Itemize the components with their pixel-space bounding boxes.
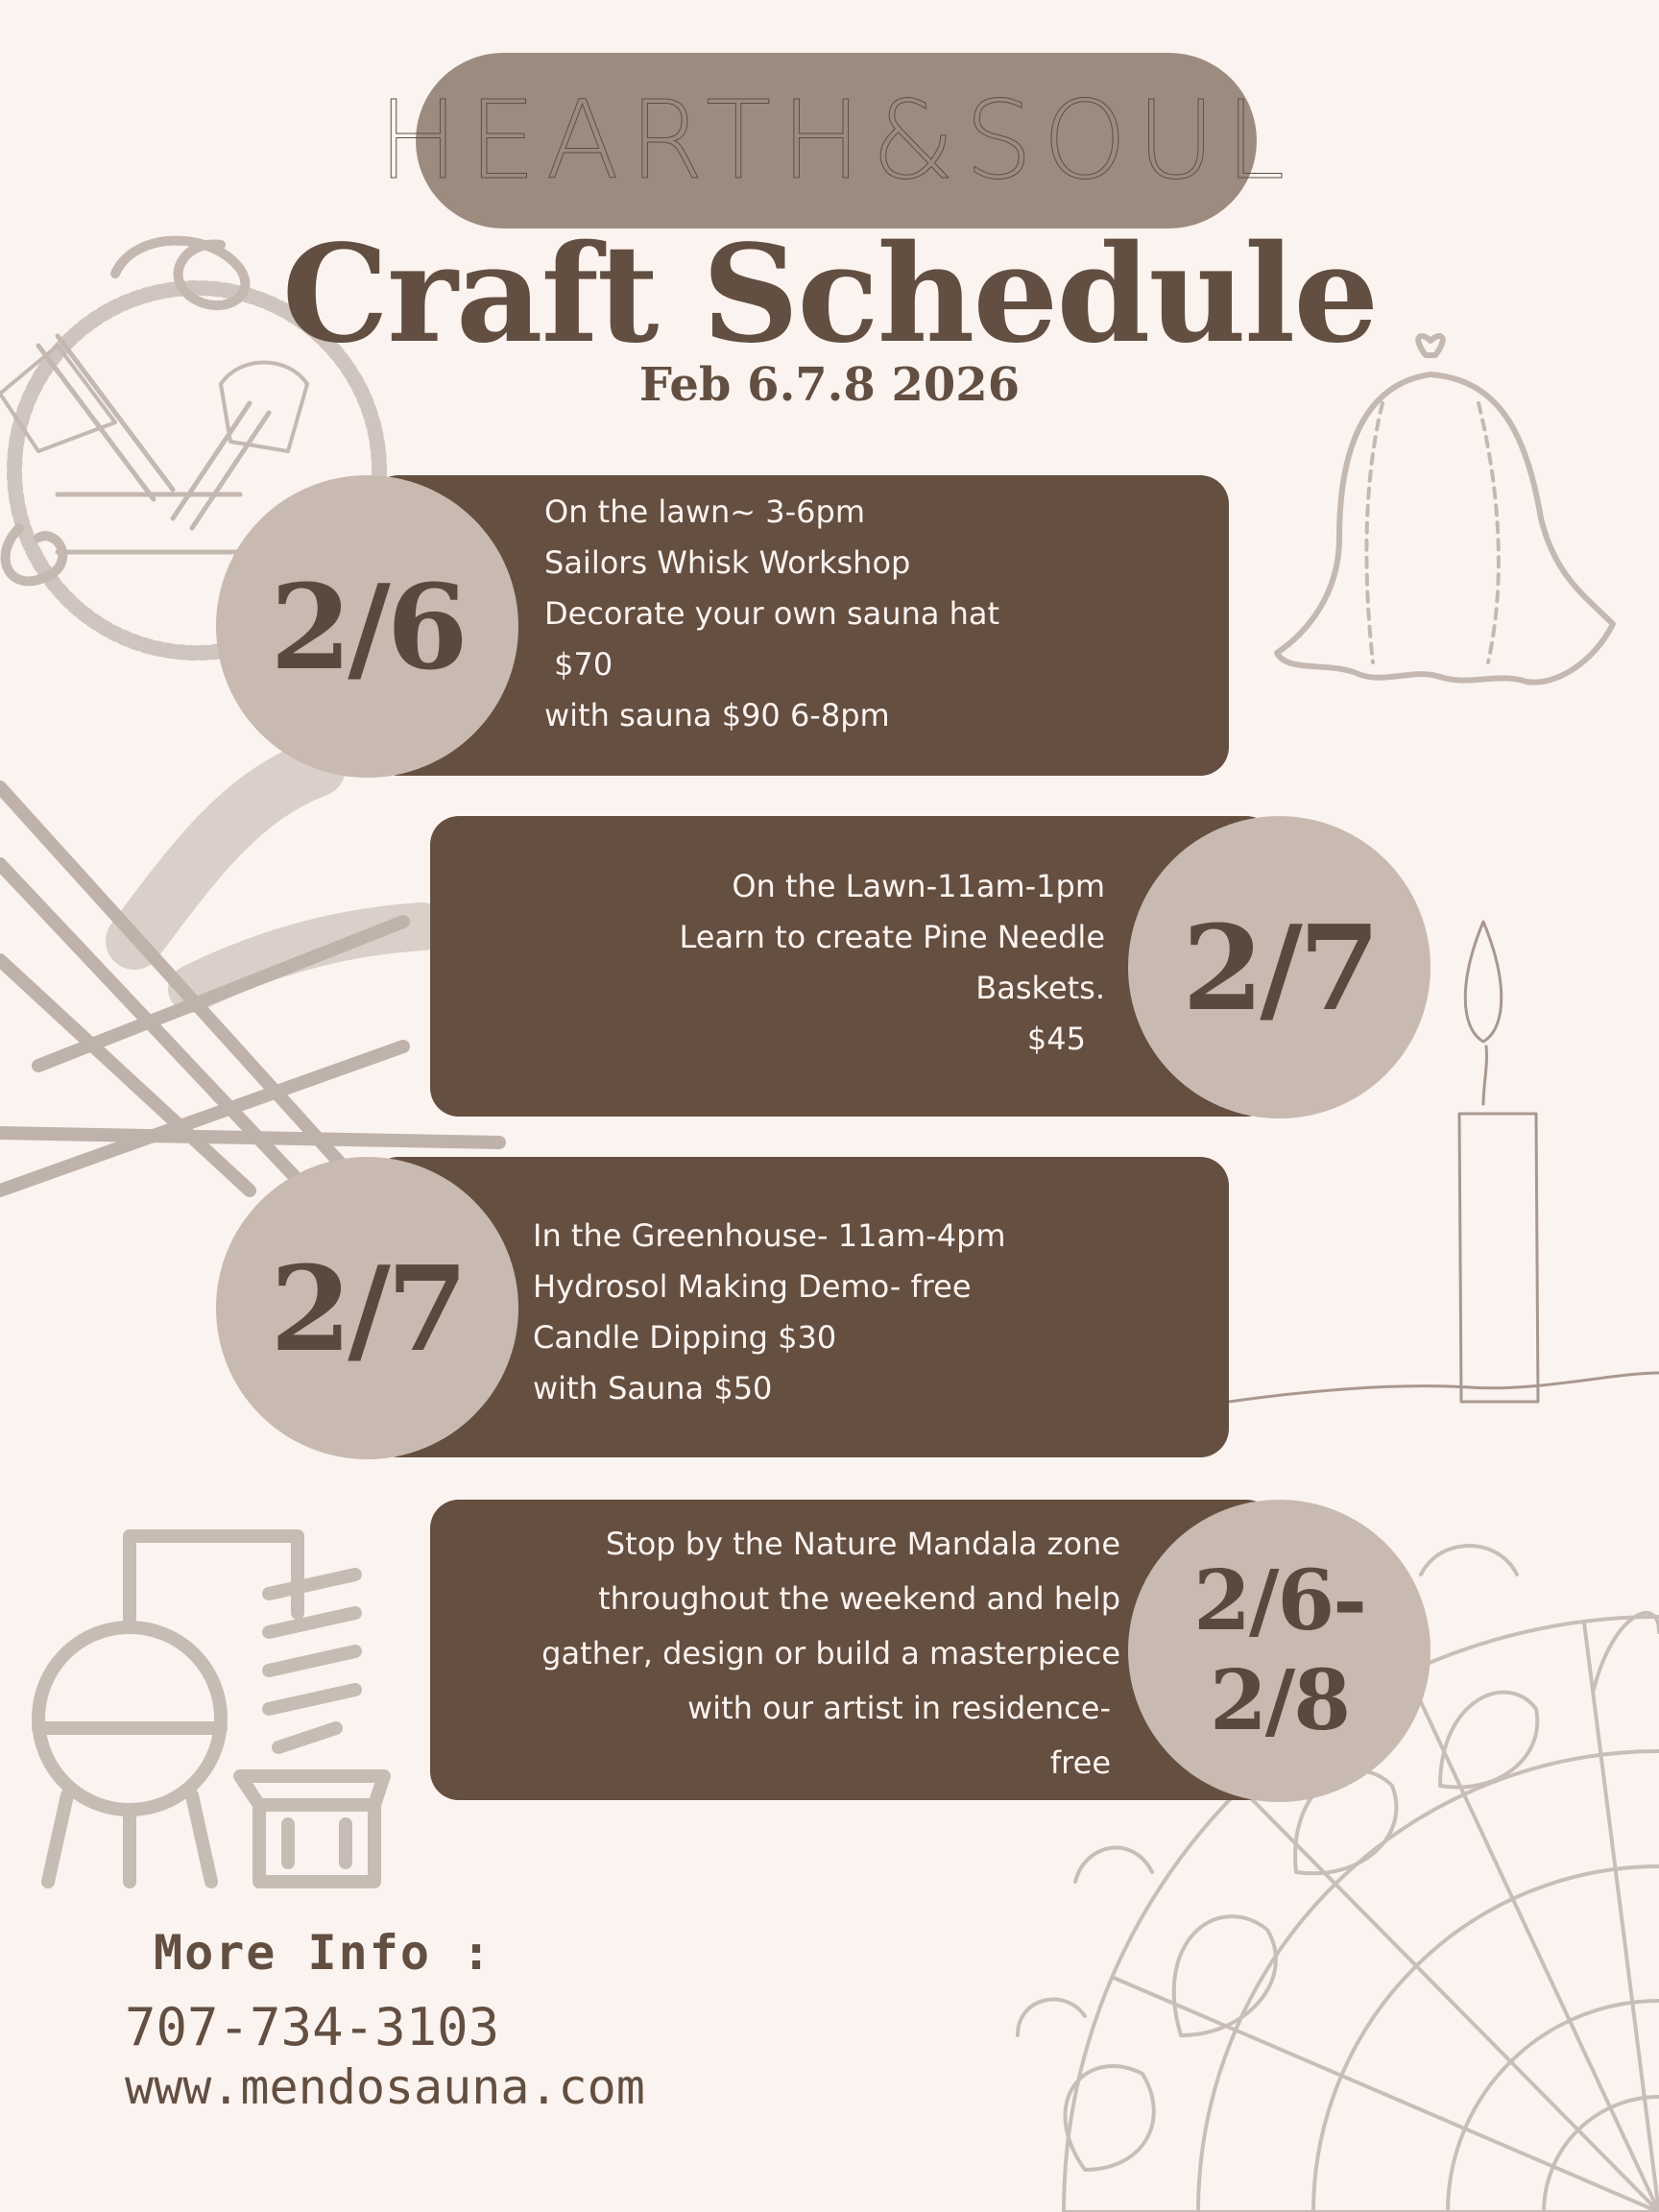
event-line: In the Greenhouse- 11am-4pm [533, 1217, 1006, 1254]
event-line: throughout the weekend and help [598, 1580, 1120, 1617]
event-date: 2/6 [270, 557, 465, 696]
event-line: On the lawn~ 3-6pm [544, 493, 866, 530]
event-date-end: 2/8 [1209, 1651, 1350, 1749]
event-line: gather, design or build a masterpiece [541, 1635, 1120, 1671]
page-title: Craft Schedule [281, 216, 1378, 373]
event-line: free [1049, 1744, 1111, 1781]
event-date: 2/7 [270, 1238, 465, 1378]
event-dates: Feb 6.7.8 2026 [638, 358, 1021, 412]
event-details [544, 487, 999, 741]
date-circle [1128, 816, 1431, 1118]
event-date: 2/7 [1182, 898, 1377, 1037]
event-line: $70 [544, 646, 613, 683]
event-line: Candle Dipping $30 [533, 1319, 837, 1356]
event-line: $45 [1026, 1021, 1086, 1057]
date-circle [216, 1157, 518, 1459]
phone-number[interactable]: 707-734-3103 [125, 1997, 500, 2057]
event-line: Learn to create Pine Needle [679, 919, 1105, 955]
event-line: Baskets. [975, 970, 1105, 1006]
event-details [576, 861, 1105, 1065]
event-line: with our artist in residence- [687, 1690, 1111, 1726]
event-date-range [1193, 1551, 1365, 1749]
event-line: with Sauna $50 [533, 1370, 773, 1407]
event-line: Hydrosol Making Demo- free [533, 1268, 972, 1305]
brand-logo: HEARTH&SOUL [377, 78, 1295, 204]
website-link[interactable]: www.mendosauna.com [125, 2059, 645, 2115]
event-date-start: 2/6- [1193, 1552, 1365, 1650]
more-info-label: More Info : [154, 1925, 493, 1981]
distiller-icon [38, 1536, 384, 1882]
date-circle [1128, 1500, 1431, 1802]
event-line: On the Lawn-11am-1pm [732, 868, 1105, 904]
event-line: Stop by the Nature Mandala zone [605, 1526, 1120, 1562]
weaving-hands-icon [0, 768, 499, 1200]
date-circle [216, 475, 518, 778]
brand-pill [377, 53, 1295, 228]
event-line: Sailors Whisk Workshop [544, 544, 911, 581]
event-details [533, 1211, 1006, 1414]
event-details [461, 1517, 1120, 1791]
event-line: Decorate your own sauna hat [544, 595, 1000, 632]
event-line: with sauna $90 6-8pm [544, 697, 890, 733]
